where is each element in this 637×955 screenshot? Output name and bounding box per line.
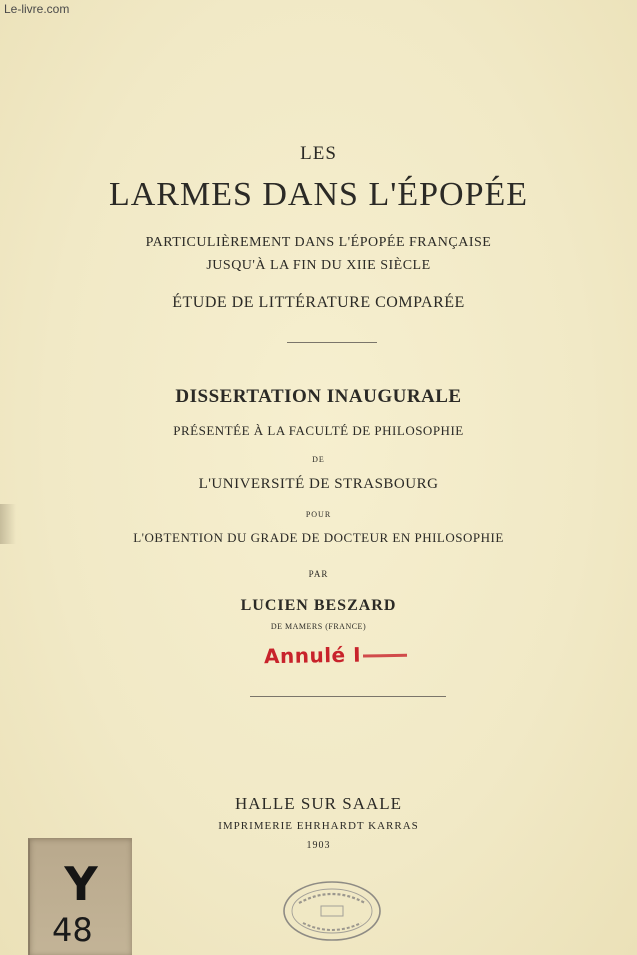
annule-stamp — [264, 642, 407, 668]
page-title: LARMES DANS L'ÉPOPÉE — [108, 176, 529, 213]
author-origin: DE MAMERS (FRANCE) — [270, 622, 367, 631]
study-subtitle: ÉTUDE DE LITTÉRATURE COMPARÉE — [172, 294, 465, 311]
par-connector: PAR — [308, 569, 329, 579]
pour-connector: POUR — [305, 510, 332, 519]
degree-line: L'OBTENTION DU GRADE DE DOCTEUR EN PHILOSOPHIE — [133, 530, 504, 545]
university-name: L'UNIVERSITÉ DE STRASBOURG — [198, 476, 439, 492]
presented-line: PRÉSENTÉE À LA FACULTÉ DE PHILOSOPHIE — [173, 423, 464, 438]
imprint-city: HALLE SUR SAALE — [234, 794, 403, 813]
stamp-smudge — [363, 654, 407, 658]
library-seal-icon — [281, 879, 383, 943]
imprint-year: 1903 — [306, 840, 331, 851]
subtitle-line-1: PARTICULIÈREMENT DANS L'ÉPOPÉE FRANÇAISE — [145, 235, 492, 250]
divider-rule-lower — [250, 696, 446, 697]
call-number: 48 — [52, 911, 93, 949]
de-connector: DE — [312, 455, 325, 464]
author-name: LUCIEN BESZARD — [240, 597, 397, 614]
annule-stamp-text: Annulé I — [263, 642, 362, 669]
call-letter: Y — [64, 857, 98, 911]
imprint-printer: IMPRIMERIE EHRHARDT KARRAS — [218, 820, 419, 832]
site-watermark: Le-livre.com — [4, 2, 70, 16]
title-article: LES — [300, 143, 337, 164]
dissertation-heading: DISSERTATION INAUGURALE — [175, 386, 462, 407]
call-number-label — [28, 838, 132, 955]
divider-rule — [287, 342, 377, 343]
subtitle-line-2: JUSQU'À LA FIN DU XIIE SIÈCLE — [206, 258, 431, 273]
